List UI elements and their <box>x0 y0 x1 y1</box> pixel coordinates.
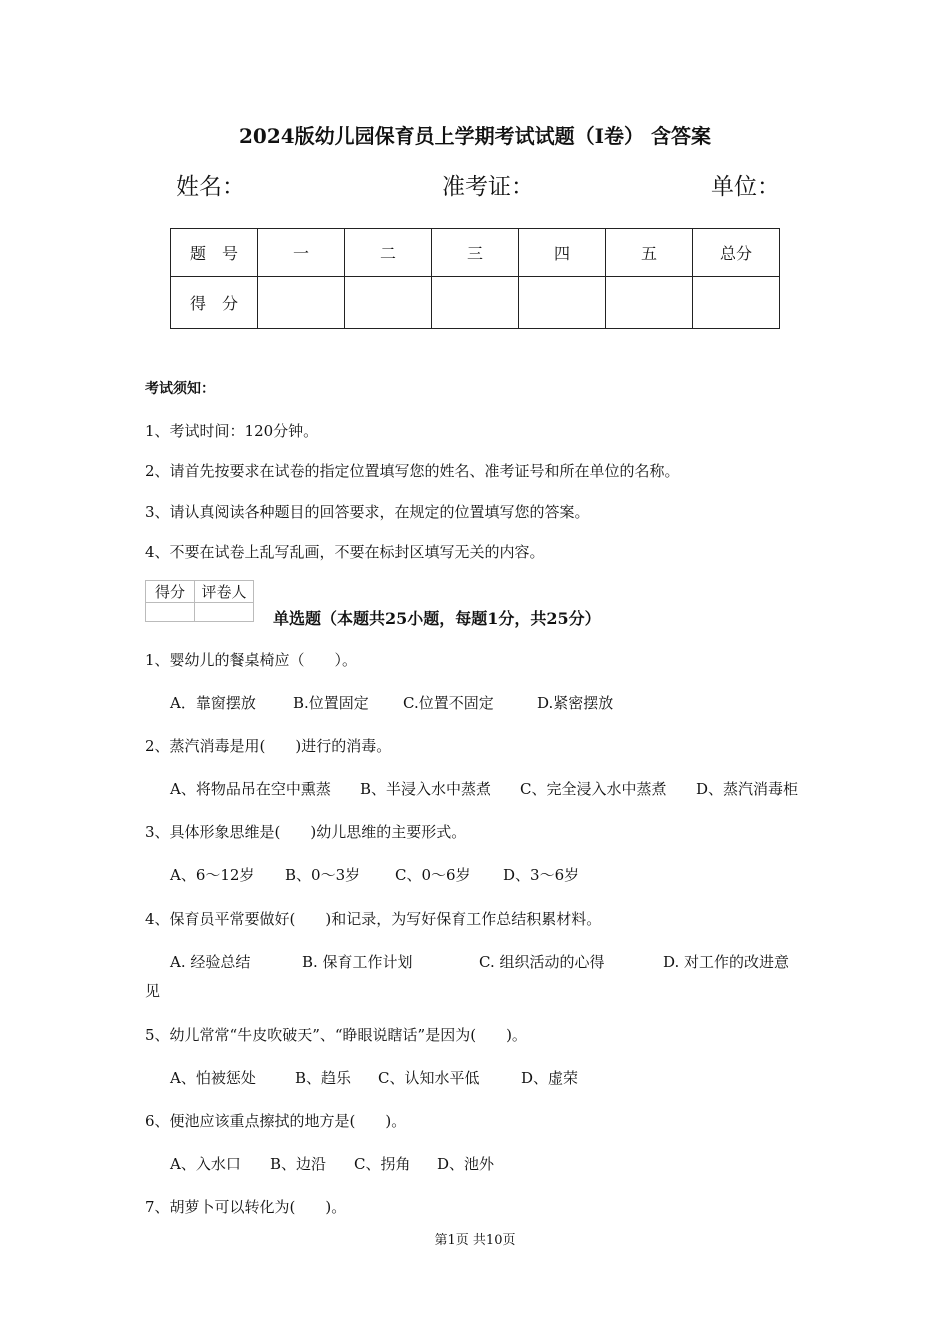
score-table-score-row <box>171 277 780 329</box>
score-table-cell: 二 <box>345 229 432 277</box>
question-stem: 6、便池应该重点擦拭的地方是( )。 <box>145 1112 407 1130</box>
notice-item: 1、考试时间：120分钟。 <box>145 422 319 440</box>
question-option: D、3～6岁 <box>503 866 580 884</box>
question-option: A、入水口 <box>170 1155 241 1173</box>
notice-item: 3、请认真阅读各种题目的回答要求，在规定的位置填写您的答案。 <box>145 503 590 521</box>
question-option: B、趋乐 <box>295 1069 352 1087</box>
question-stem: 7、胡萝卜可以转化为( )。 <box>145 1198 347 1216</box>
question-option: D. 对工作的改进意 <box>663 953 790 971</box>
question-option: A、将物品吊在空中熏蒸 <box>170 780 331 798</box>
grader-score-label: 得分 <box>146 581 195 603</box>
score-table <box>170 228 780 329</box>
name-label: 姓名： <box>176 174 245 200</box>
question-stem: 1、婴幼儿的餐桌椅应（ ）。 <box>145 651 358 669</box>
score-table-blank-cell <box>693 277 780 329</box>
question-option: B、0～3岁 <box>285 866 361 884</box>
unit-label: 单位： <box>711 174 780 200</box>
score-table-blank-cell <box>519 277 606 329</box>
question-option: A、6～12岁 <box>170 866 255 884</box>
notice-item: 4、不要在试卷上乱写乱画，不要在标封区填写无关的内容。 <box>145 543 545 561</box>
question-option: B.位置固定 <box>293 694 369 712</box>
question-option: B、边沿 <box>270 1155 327 1173</box>
question-option: A. 经验总结 <box>170 953 251 971</box>
score-table-cell: 得 分 <box>171 277 258 329</box>
question-option-wrap: 见 <box>145 982 161 1000</box>
score-table-blank-cell <box>258 277 345 329</box>
grader-box <box>145 580 254 622</box>
question-option: D、虚荣 <box>521 1069 579 1087</box>
grader-name-blank <box>195 603 254 622</box>
page-title: 2024版幼儿园保育员上学期考试试题（I卷） 含答案 <box>239 124 711 148</box>
score-table-cell: 四 <box>519 229 606 277</box>
grader-score-blank <box>146 603 195 622</box>
question-option: A、怕被惩处 <box>170 1069 256 1087</box>
score-table-blank-cell <box>345 277 432 329</box>
question-stem: 2、蒸汽消毒是用( )进行的消毒。 <box>145 737 392 755</box>
question-option: B. 保育工作计划 <box>302 953 413 971</box>
question-option: A．靠窗摆放 <box>170 694 256 712</box>
question-option: C.位置不固定 <box>403 694 494 712</box>
question-option: C、拐角 <box>354 1155 411 1173</box>
page-footer: 第1页 共10页 <box>434 1233 516 1248</box>
question-option: C、0～6岁 <box>395 866 471 884</box>
question-stem: 5、幼儿常常“牛皮吹破天”、“睁眼说瞎话”是因为( )。 <box>145 1026 527 1044</box>
score-table-cell: 一 <box>258 229 345 277</box>
score-table-blank-cell <box>606 277 693 329</box>
ticket-number-label: 准考证： <box>442 174 534 200</box>
question-option: D、池外 <box>437 1155 495 1173</box>
score-table-cell: 总分 <box>693 229 780 277</box>
question-stem: 4、保育员平常要做好( )和记录，为写好保育工作总结积累材料。 <box>145 910 602 928</box>
question-option: D.紧密摆放 <box>537 694 614 712</box>
question-stem: 3、具体形象思维是( )幼儿思维的主要形式。 <box>145 823 467 841</box>
notice-item: 2、请首先按要求在试卷的指定位置填写您的姓名、准考证号和所在单位的名称。 <box>145 462 680 480</box>
question-option: C、认知水平低 <box>378 1069 480 1087</box>
score-table-cell: 三 <box>432 229 519 277</box>
score-table-cell: 题 号 <box>171 229 258 277</box>
score-table-header-row <box>171 229 780 277</box>
question-option: D、蒸汽消毒柜 <box>696 780 799 798</box>
grader-name-label: 评卷人 <box>195 581 254 603</box>
score-table-cell: 五 <box>606 229 693 277</box>
question-option: C. 组织活动的心得 <box>479 953 605 971</box>
section-title: 单选题（本题共25小题，每题1分，共25分） <box>273 609 601 628</box>
notice-heading: 考试须知： <box>145 381 215 397</box>
question-option: C、完全浸入水中蒸煮 <box>520 780 667 798</box>
score-table-blank-cell <box>432 277 519 329</box>
question-option: B、半浸入水中蒸煮 <box>360 780 492 798</box>
